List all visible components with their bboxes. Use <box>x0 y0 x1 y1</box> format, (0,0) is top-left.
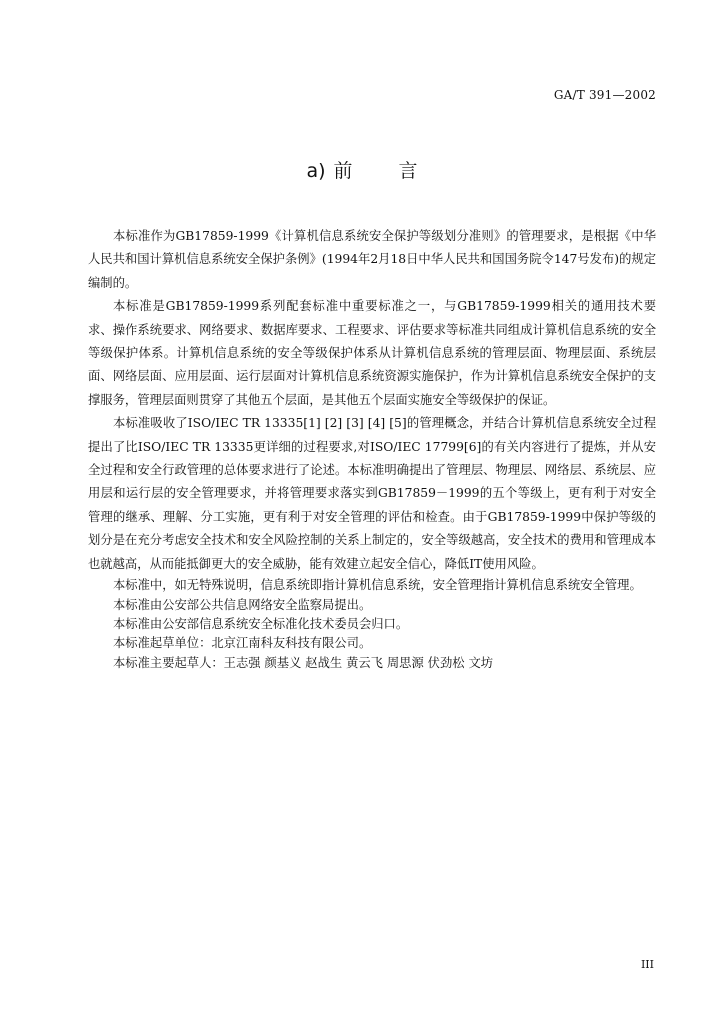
title-word-2: 言 <box>398 160 418 182</box>
paragraph-purpose: 本标准作为GB17859-1999《计算机信息系统安全保护等级划分准则》的管理要求，是根据《中华人民共和国计算机信息系统安全保护条例》(1994年2月18日中华人民共和国国务院令147号发布)的规定编制的。 <box>88 229 656 290</box>
page-number: III <box>640 958 654 971</box>
paragraph-drafting-unit: 本标准起草单位：北京江南科友科技有限公司。 <box>113 636 372 651</box>
title-prefix: a) <box>306 160 326 182</box>
paragraph-proposer: 本标准由公安部公共信息网络安全监察局提出。 <box>113 597 372 612</box>
paragraph-system: 本标准是GB17859-1999系列配套标准中重要标准之一，与GB17859-1999相关的通用技术要求、操作系统要求、网络要求、数据库要求、工程要求、评估要求等标准共同组成计算机信息系统的安全等级保护体系。计算机信息系统的安全等级保护体系从计算机信息系统的管理层面、物理层面、系统层面、网络层面、应用层面、运行层面对计算机信息系统资源实施保护，作为计算机信息系统安全保护的支撑服务，管理层面则贯穿了其他五个层面，是其他五个层面实施安全等级保护的保证。 <box>88 299 656 407</box>
foreword-body <box>88 225 656 673</box>
paragraph-administrator: 本标准由公安部信息系统安全标准化技术委员会归口。 <box>113 616 409 631</box>
paragraph-references: 本标准吸收了ISO/IEC TR 13335[1] [2] [3] [4] [5]的管理概念，并结合计算机信息系统安全过程提出了比ISO/IEC TR 13335更详细的过程要求,对ISO/IEC 17799[6]的有关内容进行了提炼，并从安全过程和安全行政管理的总体要求进行了论述。本标准明确提出了管理层、物理层、网络层、系统层、应用层和运行层的安全管理要求，并将管理要求落实到GB17859－1999的五个等级上，更有利于对安全管理的继承、理解、分工实施，更有利于对安全管理的评估和检查。由于GB17859-1999中保护等级的划分是在充分考虑安全技术和安全风险控制的关系上制定的，安全等级越高，安全技术的费用和管理成本也就越高，从而能抵御更大的安全威胁，能有效建立起安全信心，降低IT使用风险。 <box>88 416 656 571</box>
standard-code: GA/T 391—2002 <box>553 88 656 102</box>
paragraph-drafters: 本标准主要起草人：王志强 颜基义 赵战生 黄云飞 周思源 伏劲松 文坊 <box>113 655 494 670</box>
page-title <box>0 156 724 183</box>
paragraph-definition: 本标准中，如无特殊说明，信息系统即指计算机信息系统，安全管理指计算机信息系统安全管理。 <box>113 578 642 593</box>
title-word-1: 前 <box>333 160 355 182</box>
